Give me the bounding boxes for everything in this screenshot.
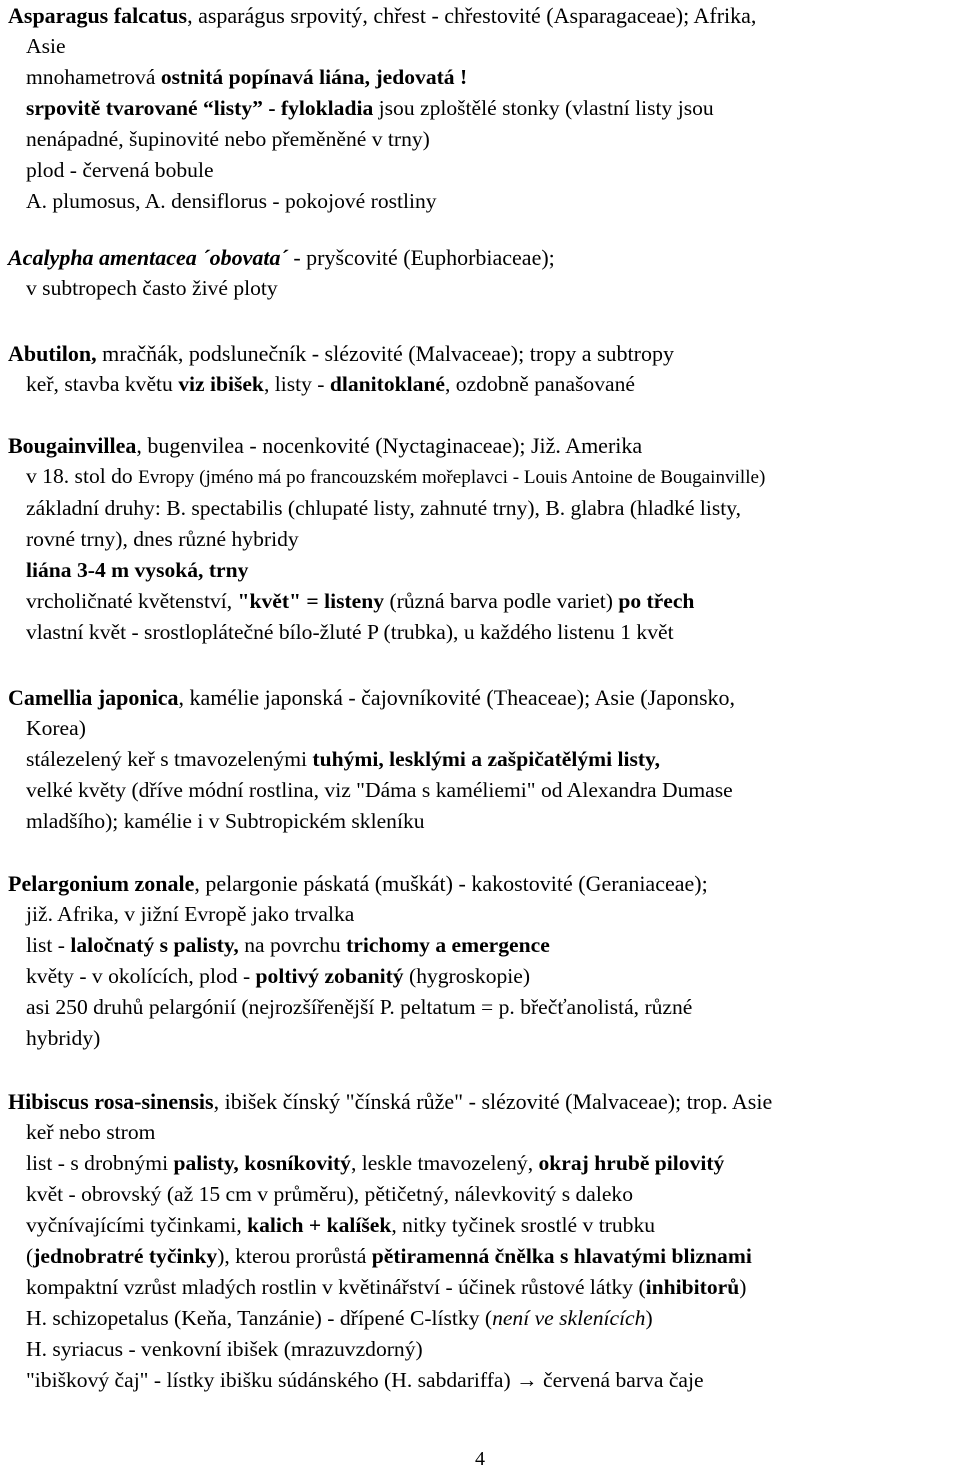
entry-text-line — [8, 744, 952, 775]
text-segment: vlastní květ - srostloplátečné bílo-žluté P (trubka), u každého listenu 1 květ — [26, 620, 674, 644]
entry-text-line — [8, 461, 952, 493]
entry-text-line — [8, 186, 952, 217]
text-segment: vrcholičnaté květenství, — [26, 589, 238, 613]
entry-abutilon — [8, 338, 952, 400]
text-segment: mladšího); kamélie i v Subtropickém skleníku — [26, 809, 425, 833]
text-segment: , pelargonie páskatá (muškát) - kakostovité (Geraniaceae); — [194, 871, 708, 896]
text-segment: Bougainvillea — [8, 433, 137, 458]
entry-text-line — [8, 1148, 952, 1179]
text-segment: - pryšcovité (Euphorbiaceae); — [287, 245, 555, 270]
text-segment: ) — [739, 1275, 747, 1299]
text-segment: (hygroskopie) — [403, 964, 531, 988]
text-segment: na povrchu — [238, 933, 347, 957]
entry-text-line — [8, 1210, 952, 1241]
entry-text-line — [8, 1303, 952, 1334]
text-segment: stálezelený keř s tmavozelenými — [26, 747, 313, 771]
text-segment: kompaktní vzrůst mladých rostlin v květinářství - účinek růstové látky ( — [26, 1275, 646, 1299]
text-segment: hybridy) — [26, 1026, 101, 1050]
text-segment: plod - červená bobule — [26, 158, 214, 182]
text-segment: mračňák, podslunečník - slézovité (Malvaceae); tropy a subtropy — [96, 341, 674, 366]
entry-text-line — [8, 806, 952, 837]
text-segment: vyčnívajícími tyčinkami, — [26, 1213, 248, 1237]
text-segment: Korea) — [26, 716, 86, 740]
entry-text-line — [8, 713, 952, 744]
text-segment: v subtropech často živé ploty — [26, 276, 278, 300]
entry-text-line — [8, 1334, 952, 1365]
text-segment: dlanitoklané — [329, 372, 445, 396]
text-segment: (různá barva podle variet) — [384, 589, 619, 613]
entry-heading-line — [8, 430, 952, 461]
text-segment: okraj hrubě pilovitý — [538, 1151, 725, 1175]
text-segment: "ibiškový čaj" - lístky ibišku súdánského (H. sabdariffa) → červená barva čaje — [26, 1368, 704, 1392]
text-segment: pětiramenná čnělka s hlavatými bliznami — [371, 1244, 752, 1268]
entry-hibiscus — [8, 1086, 952, 1396]
entry-text-line — [8, 93, 952, 124]
entry-text-line — [8, 992, 952, 1023]
entry-heading-line — [8, 242, 952, 273]
text-segment: list - s drobnými — [26, 1151, 174, 1175]
text-segment: Abutilon, — [8, 341, 97, 366]
entry-heading-line — [8, 0, 952, 31]
text-segment: asi 250 druhů pelargónií (nejrozšířenější P. peltatum = p. břečťanolistá, různé — [26, 995, 693, 1019]
entry-text-line — [8, 961, 952, 992]
text-segment: , bugenvilea - nocenkovité (Nyctaginaceae); Již. Amerika — [136, 433, 643, 458]
text-segment: , kamélie japonská - čajovníkovité (Theaceae); Asie (Japonsko, — [178, 685, 736, 710]
entry-bougainvillea — [8, 430, 952, 648]
entry-text-line — [8, 1117, 952, 1148]
entry-heading-line — [8, 1086, 952, 1117]
text-segment: H. syriacus - venkovní ibišek (mrazuvzdorný) — [26, 1337, 423, 1361]
text-segment: , asparágus srpovitý, chřest - chřestovité (Asparagaceae); Afrika, — [187, 3, 757, 28]
text-segment: palisty, kosníkovitý — [173, 1151, 351, 1175]
entry-text-line — [8, 775, 952, 806]
entry-text-line — [8, 1179, 952, 1210]
entry-text-line — [8, 31, 952, 62]
entry-text-line — [8, 555, 952, 586]
text-segment: velké květy (dříve módní rostlina, viz "Dáma s kaméliemi" od Alexandra Dumase — [26, 778, 733, 802]
entry-camellia — [8, 682, 952, 837]
entry-text-line — [8, 524, 952, 555]
text-segment: inhibitorů — [645, 1275, 740, 1299]
text-segment: květy - v okolících, plod - — [26, 964, 256, 988]
text-segment: Evropy (jméno má po francouzském mořeplavci - Louis Antoine de Bougainville) — [138, 467, 766, 488]
text-segment: základní druhy: B. spectabilis (chlupaté listy, zahnuté trny), B. glabra (hladké listy, — [26, 496, 742, 520]
text-segment: laločnatý s palisty, — [70, 933, 239, 957]
text-segment: ( — [26, 1244, 34, 1268]
text-segment: H. schizopetalus (Keňa, Tanzánie) - dřípené C-lístky ( — [26, 1306, 493, 1330]
text-segment: srpovitě tvarované “listy” - fylokladia — [26, 96, 374, 120]
text-segment: , nitky tyčinek srostlé v trubku — [391, 1213, 656, 1237]
text-segment: A. plumosus, A. densiflorus - pokojové rostliny — [26, 189, 437, 213]
entry-text-line — [8, 155, 952, 186]
entry-text-line — [8, 617, 952, 648]
text-segment: Hibiscus rosa-sinensis — [8, 1089, 214, 1114]
text-segment: viz ibišek — [178, 372, 264, 396]
text-segment: , leskle tmavozelený, — [350, 1151, 539, 1175]
entry-acalypha — [8, 242, 952, 304]
text-segment: , ibišek čínský "čínská růže" - slézovité (Malvaceae); trop. Asie — [213, 1089, 773, 1114]
text-segment: Asparagus falcatus — [8, 3, 188, 28]
text-segment: list - — [26, 933, 71, 957]
entry-text-line — [8, 124, 952, 155]
entry-heading-line — [8, 868, 952, 899]
text-segment: po třech — [618, 589, 695, 613]
entry-text-line — [8, 273, 952, 304]
text-segment: ), kterou prorůstá — [217, 1244, 372, 1268]
entry-text-line — [8, 930, 952, 961]
entry-text-line — [8, 586, 952, 617]
text-segment: jednobratré tyčinky — [33, 1244, 218, 1268]
text-segment: Asie — [26, 34, 66, 58]
text-segment: Camellia japonica — [8, 685, 179, 710]
page-number: 4 — [475, 1448, 485, 1470]
text-segment: , ozdobně panašované — [445, 372, 635, 396]
entry-text-line — [8, 369, 952, 400]
entry-pelargonium — [8, 868, 952, 1054]
text-segment: rovné trny), dnes různé hybridy — [26, 527, 299, 551]
entry-text-line — [8, 62, 952, 93]
entry-heading-line — [8, 338, 952, 369]
text-segment: ostnitá popínavá liána, jedovatá ! — [160, 65, 468, 89]
text-segment: "květ" = listeny — [237, 589, 385, 613]
text-segment: kalich + kalíšek — [247, 1213, 392, 1237]
text-segment: keř nebo strom — [26, 1120, 156, 1144]
text-segment: ) — [645, 1306, 653, 1330]
text-segment: Pelargonium zonale — [8, 871, 195, 896]
text-segment: , listy - — [263, 372, 330, 396]
text-segment: poltivý zobanitý — [255, 964, 404, 988]
entry-text-line — [8, 1272, 952, 1303]
text-segment: jsou zploštělé stonky (vlastní listy jsou — [373, 96, 714, 120]
text-segment: nenápadné, šupinovité nebo přeměněné v trny) — [26, 127, 430, 151]
text-segment: mnohametrová — [26, 65, 161, 89]
entry-text-line — [8, 1241, 952, 1272]
text-segment: v 18. stol do — [26, 464, 139, 488]
text-segment: Acalypha amentacea ´obovata´ — [8, 245, 288, 270]
entry-asparagus — [8, 0, 952, 217]
text-segment: není ve sklenících — [492, 1306, 646, 1330]
entry-text-line — [8, 493, 952, 524]
text-segment: již. Afrika, v jižní Evropě jako trvalka — [26, 902, 355, 926]
text-segment: tuhými, lesklými a zašpičatělými listy, — [312, 747, 661, 771]
text-segment: květ - obrovský (až 15 cm v průměru), pětičetný, nálevkovitý s daleko — [26, 1182, 634, 1206]
entry-text-line — [8, 1023, 952, 1054]
entry-heading-line — [8, 682, 952, 713]
entry-text-line — [8, 1365, 952, 1396]
text-segment: keř, stavba květu — [26, 372, 179, 396]
text-segment: trichomy a emergence — [346, 933, 550, 957]
text-segment: liána 3-4 m vysoká, trny — [26, 558, 249, 582]
entry-text-line — [8, 899, 952, 930]
